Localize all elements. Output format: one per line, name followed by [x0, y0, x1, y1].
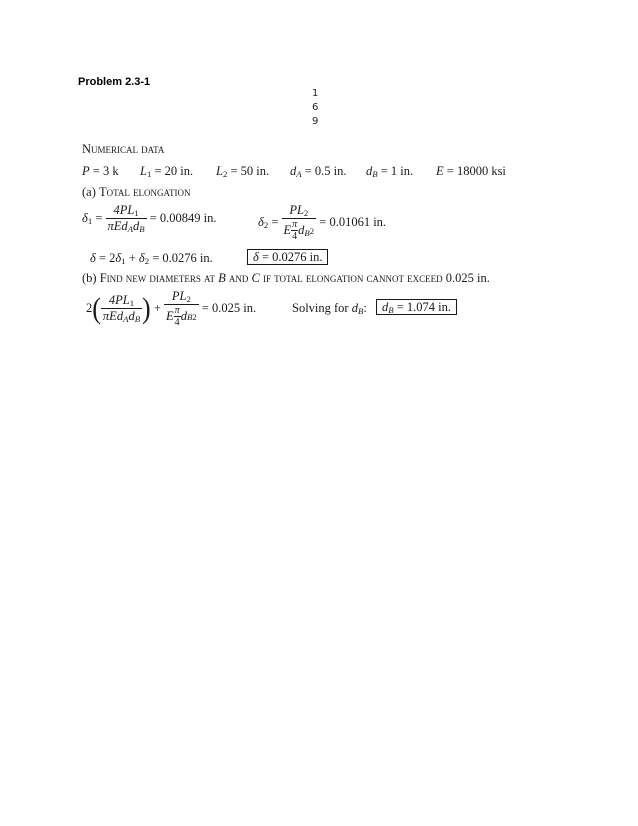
part-b-limit: 0.025 in.	[445, 271, 490, 285]
page-number-digit-1: 1	[312, 88, 319, 99]
part-b-equation: 2 ( $\frac{4PL_1}{\pi Ed_Ad_B}$ ) + $PL_2$ E $\frac{\pi}{4}$ d B 2 = 0.025 in.	[86, 289, 257, 328]
delta2-fraction: $PL_2$ E $\frac{\pi}{4}$ $d_B$ 2	[283, 203, 315, 242]
part-b-fraction-1: $\frac{4PL_1}{\pi Ed_Ad_B}$	[102, 293, 141, 325]
delta1-fraction: $\frac{4PL_1}{\pi Ed_Ad_B}$	[107, 203, 145, 235]
data-row: P = 3 k	[82, 164, 119, 178]
load-P: P	[82, 164, 90, 178]
page-number-digit-3: 9	[312, 116, 319, 127]
part-a-title: Total elongation	[99, 185, 191, 199]
page-number-digit-2: 6	[312, 102, 319, 113]
modulus-E: E = 18000 ksi	[436, 164, 506, 178]
total-delta-answer: δ = 0.0276 in.	[247, 249, 328, 265]
numerical-data-heading: Numerical data	[82, 142, 165, 156]
diameter-dA: $d_A = 0.5$ in.	[290, 164, 347, 180]
length-L2: $L_2 = 50$ in.	[216, 164, 270, 180]
part-b-fraction-2: $PL_2$ E $\frac{\pi}{4}$ d B 2	[166, 289, 197, 328]
part-a-heading	[82, 185, 191, 200]
length-L1: $L_1 = 20$ in.	[140, 164, 194, 180]
part-b-heading: (b) Find new diameters at B and C if total elongation cannot exceed 0.025 in.	[82, 271, 490, 285]
total-delta-equation: $\delta = 2\delta_1 + \delta_2 = 0.0276$ in.	[90, 251, 213, 267]
problem-title: Problem 2.3-1	[78, 76, 151, 88]
delta1-equation: $\delta_1$ = $\frac{4PL_1}{\pi Ed_Ad_B}$ = 0.00849 in.	[82, 203, 217, 235]
delta2-value: = 0.01061 in.	[319, 215, 387, 229]
final-answer: $d_B = 1.074$ in.	[376, 299, 457, 315]
part-b-value: = 0.025 in.	[201, 301, 257, 315]
diameter-dB: $d_B = 1$ in.	[366, 164, 414, 180]
delta1-value: = 0.00849 in.	[149, 211, 217, 225]
part-a-label: (a)	[82, 185, 96, 199]
delta2-equation: $\delta_2$ = $PL_2$ E $\frac{\pi}{4}$ $d_B$ 2 = 0.01061 in.	[258, 203, 387, 242]
part-b-label: (b)	[82, 271, 97, 285]
solving-label: Solving for $d_B$:	[292, 301, 367, 317]
